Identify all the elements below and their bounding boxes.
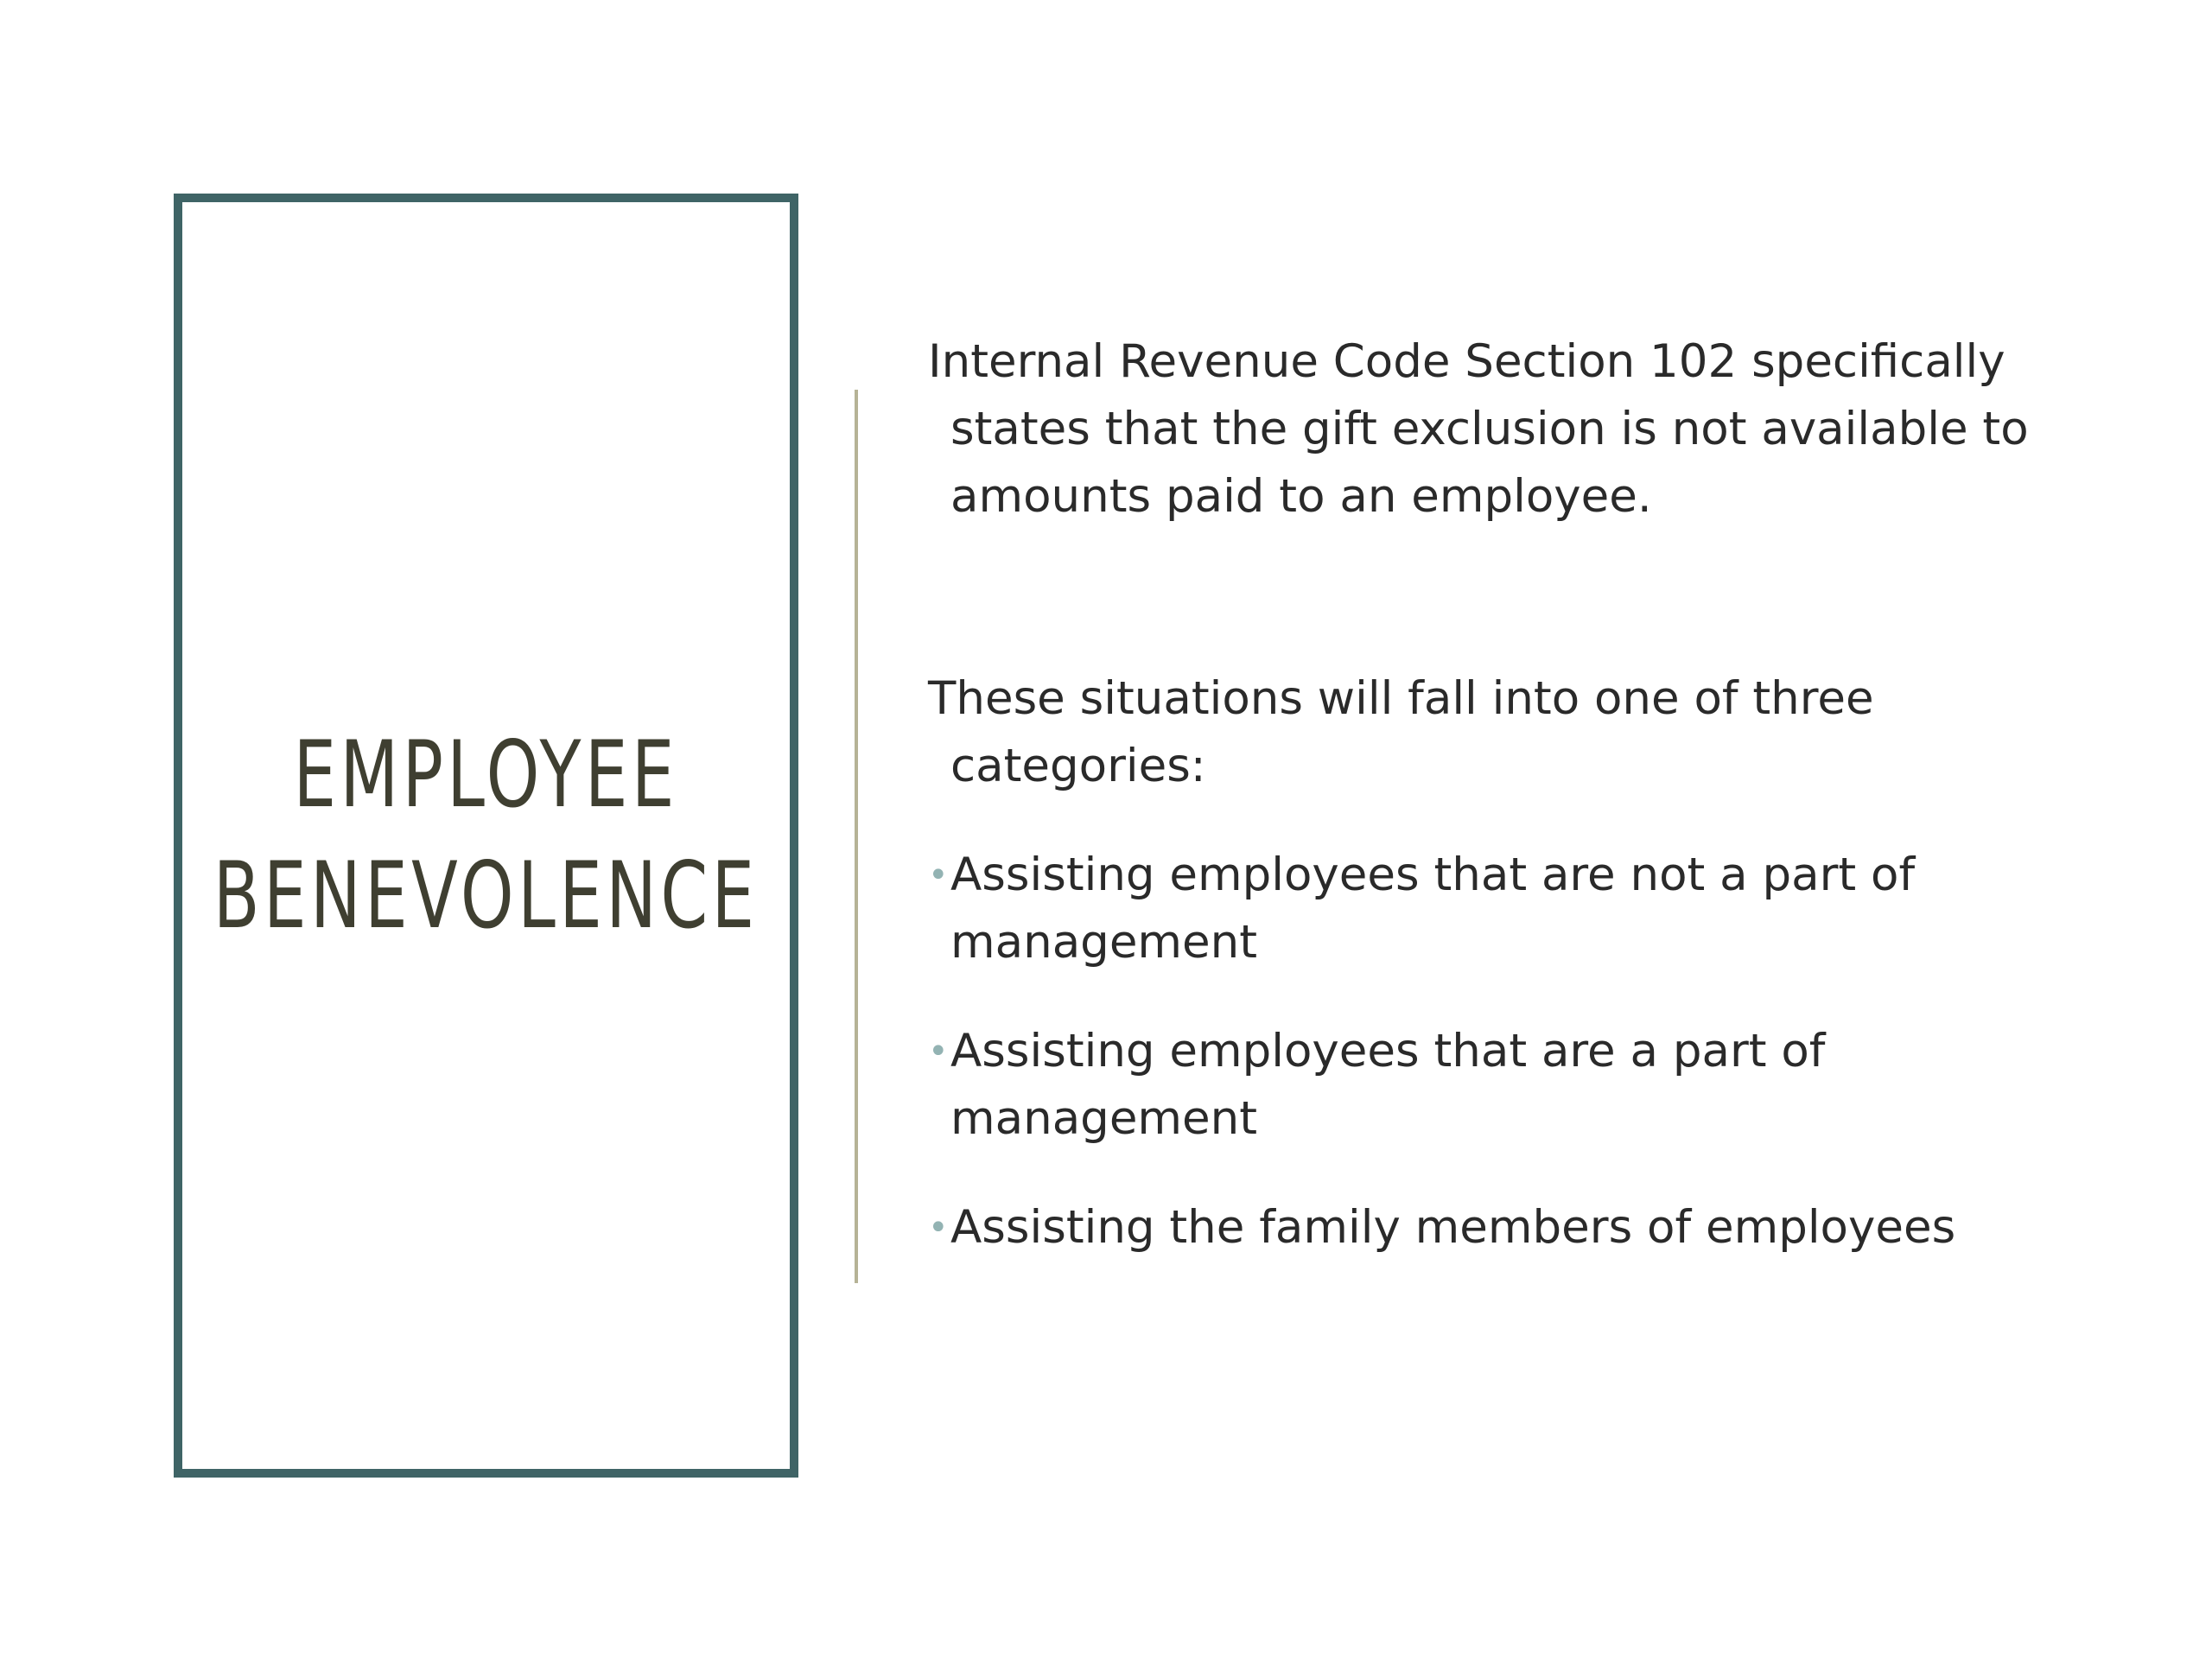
bullet-text: Assisting the family members of employees <box>950 1201 1956 1254</box>
slide-title-line-1: EMPLOYEE <box>293 721 679 828</box>
vertical-divider <box>855 390 858 1283</box>
intro-paragraph: Internal Revenue Code Section 102 specifically states that the gift exclusion is not available to amounts paid to an employee. <box>928 335 2029 523</box>
slide-title-line-2: BENEVOLENCE <box>213 842 759 949</box>
bullet-dot-icon: • <box>928 855 949 895</box>
slide-title <box>213 715 759 957</box>
bullet-dot-icon: • <box>928 1208 949 1248</box>
bullet-item <box>928 842 2103 976</box>
categories-paragraph: These situations will fall into one of three categories: <box>928 672 1874 792</box>
title-frame <box>174 194 798 1478</box>
bullet-dot-icon: • <box>928 1032 949 1071</box>
bullet-item <box>928 1018 2103 1153</box>
slide-body <box>928 328 2103 1303</box>
bullet-text: Assisting employees that are a part of management <box>950 1025 1826 1145</box>
bullet-text: Assisting employees that are not a part of management <box>950 849 1916 969</box>
bullet-item <box>928 1194 2103 1262</box>
